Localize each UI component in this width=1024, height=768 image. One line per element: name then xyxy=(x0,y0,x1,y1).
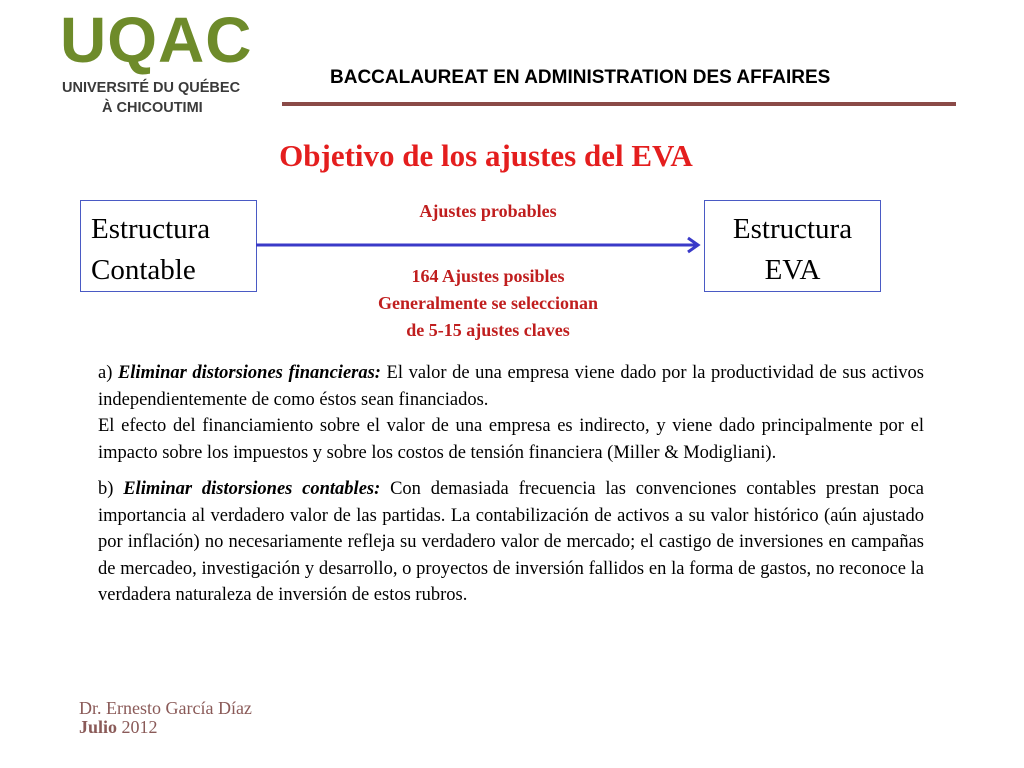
slide-title: Objetivo de los ajustes del EVA xyxy=(279,138,693,173)
footer-month: Julio xyxy=(79,717,118,737)
box-estructura-eva xyxy=(704,200,881,292)
paragraph-a-heading: Eliminar distorsiones financieras: xyxy=(117,363,381,383)
box-right-line1: Estructura xyxy=(732,213,853,245)
box-left-line1: Estructura xyxy=(91,213,211,245)
program-title: BACCALAUREAT EN ADMINISTRATION DES AFFAIRES xyxy=(330,67,831,88)
logo-wordmark: UQAC xyxy=(60,4,253,76)
logo-city-line: À CHICOUTIMI xyxy=(102,100,203,116)
footer-author: Dr. Ernesto García Díaz xyxy=(79,698,252,718)
label-bottom-line1: 164 Ajustes posibles xyxy=(411,266,565,286)
label-ajustes-posibles xyxy=(330,263,646,344)
paragraph-a-marker: a) xyxy=(98,363,113,383)
label-bottom-line3: de 5-15 ajustes claves xyxy=(406,320,570,340)
paragraph-b-heading: Eliminar distorsiones contables: xyxy=(123,479,381,499)
uqac-logo xyxy=(60,4,282,120)
box-left-line2: Contable xyxy=(91,253,196,286)
body-text xyxy=(98,360,924,609)
paragraph-a-continuation: El efecto del financiamiento sobre el valor de una empresa es indirecto, y viene dado principalmente por el impacto sobre los impuestos y sobre los costos de tensión financiera (Miller & Modigliani). xyxy=(98,416,924,463)
paragraph-b-marker: b) xyxy=(98,479,114,499)
paragraph-b-text: Con demasiada frecuencia las convenciones contables prestan poca importancia al verdadero valor de las partidas. La contabilización de activos a su valor histórico (aún ajustado por inflación) no necesariamente refleja su verdadero valor de mercado; el castigo de inversiones en campañas de mercadeo, investigación y desarrollo, o proyectos de inversión fallidos en la forma de gastos, no reconoce la verdadera naturaleza de inversión de estos rubros. xyxy=(98,479,924,605)
paragraph-a xyxy=(98,360,924,413)
box-estructura-contable xyxy=(80,200,257,292)
label-bottom-line2: Generalmente se seleccionan xyxy=(378,293,598,313)
arrow-right-icon xyxy=(256,235,708,255)
header-divider xyxy=(282,102,956,106)
paragraph-a-text: El valor de una empresa viene dado por la productividad de sus activos independientemente de como éstos sean financiados. xyxy=(98,363,925,410)
paragraph-b xyxy=(98,476,924,609)
footer-date xyxy=(79,717,158,738)
label-ajustes-probables: Ajustes probables xyxy=(419,201,557,221)
box-right-line2: EVA xyxy=(764,253,821,286)
logo-university-line: UNIVERSITÉ DU QUÉBEC xyxy=(62,80,241,96)
footer-year: 2012 xyxy=(121,717,158,737)
